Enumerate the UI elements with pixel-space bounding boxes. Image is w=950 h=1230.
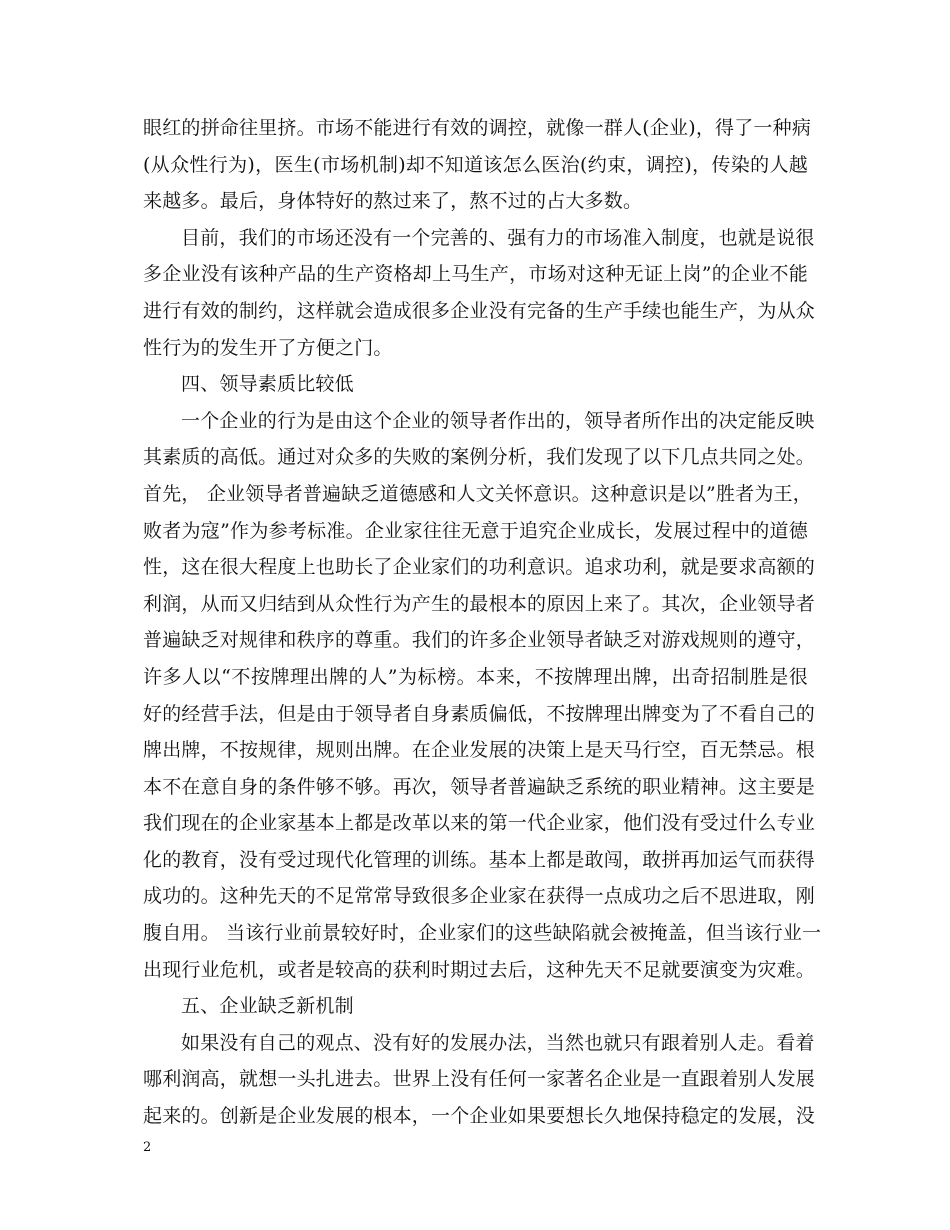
text-line: 化的教育，没有受过现代化管理的训练。基本上都是敢闯，敢拼再加运气而获得 [143,848,816,871]
text-line: 四、领导素质比较低 [181,373,354,396]
text-line: 牌出牌，不按规律，规则出牌。在企业发展的决策上是天马行空，百无禁忌。根 [143,739,816,762]
text-line: 本不在意自身的条件够不够。再次，领导者普遍缺乏系统的职业精神。这主要是 [143,775,816,798]
text-line: 如果没有自己的观点、没有好的发展办法，当然也就只有跟着别人走。看着 [181,1031,815,1054]
text-line: 利润，从而又归结到从众性行为产生的最根本的原因上来了。其次，企业领导者 [143,592,816,615]
text-line: 成功的。这种先天的不足常常导致很多企业家在获得一点成功之后不思进取，刚 [143,885,816,908]
text-line: 腹自用。 当该行业前景较好时，企业家们的这些缺陷就会被掩盖，但当该行业一 [143,922,822,945]
text-line: 五、企业缺乏新机制 [181,995,354,1018]
text-line: 败者为寇”作为参考标准。企业家往往无意于追究企业成长，发展过程中的道德 [143,519,808,542]
text-line: 出现行业危机，或者是较高的获利时期过去后，这种先天不足就要演变为灾难。 [143,958,816,981]
text-line: 哪利润高，就想一头扎进去。世界上没有任何一家著名企业是一直跟着别人发展 [143,1068,816,1091]
text-line: 性行为的发生开了方便之门。 [143,336,393,359]
text-line: 起来的。创新是企业发展的根本，一个企业如果要想长久地保持稳定的发展，没 [143,1105,816,1128]
text-line: 性，这在很大程度上也助长了企业家们的功利意识。追求功利，就是要求高额的 [143,556,816,579]
text-line: (从众性行为)，医生(市场机制)却不知道该怎么医治(约束，调控)，传染的人越 [143,153,808,176]
text-line: 普遍缺乏对规律和秩序的尊重。我们的许多企业领导者缺乏对游戏规则的遵守， [143,629,816,652]
text-line: 眼红的拼命往里挤。市场不能进行有效的调控，就像一群人(企业)，得了一种病 [143,117,812,139]
text-line: 多企业没有该种产品的生产资格却上马生产，市场对这种无证上岗”的企业不能 [143,263,808,286]
text-line: 一个企业的行为是由这个企业的领导者作出的，领导者所作出的决定能反映 [181,409,815,432]
text-line: 首先， 企业领导者普遍缺乏道德感和人文关怀意识。这种意识是以”胜者为王， [143,482,812,505]
document-body [143,110,822,1135]
text-line: 好的经营手法，但是由于领导者自身素质偏低，不按牌理出牌变为了不看自己的 [143,702,816,725]
text-line: 我们现在的企业家基本上都是改革以来的第一代企业家，他们没有受过什么专业 [143,812,816,835]
page-number: 2 [143,1140,152,1155]
text-line: 来越多。最后，身体特好的熬过来了，熬不过的占大多数。 [143,190,643,213]
text-line: 目前，我们的市场还没有一个完善的、强有力的市场准入制度，也就是说很 [181,226,815,249]
text-line: 进行有效的制约，这样就会造成很多企业没有完备的生产手续也能生产，为从众 [143,299,816,322]
text-line: 许多人以“不按牌理出牌的人”为标榜。本来，不按牌理出牌，出奇招制胜是很 [143,665,808,688]
text-line: 其素质的高低。通过对众多的失败的案例分析，我们发现了以下几点共同之处。 [143,446,816,469]
